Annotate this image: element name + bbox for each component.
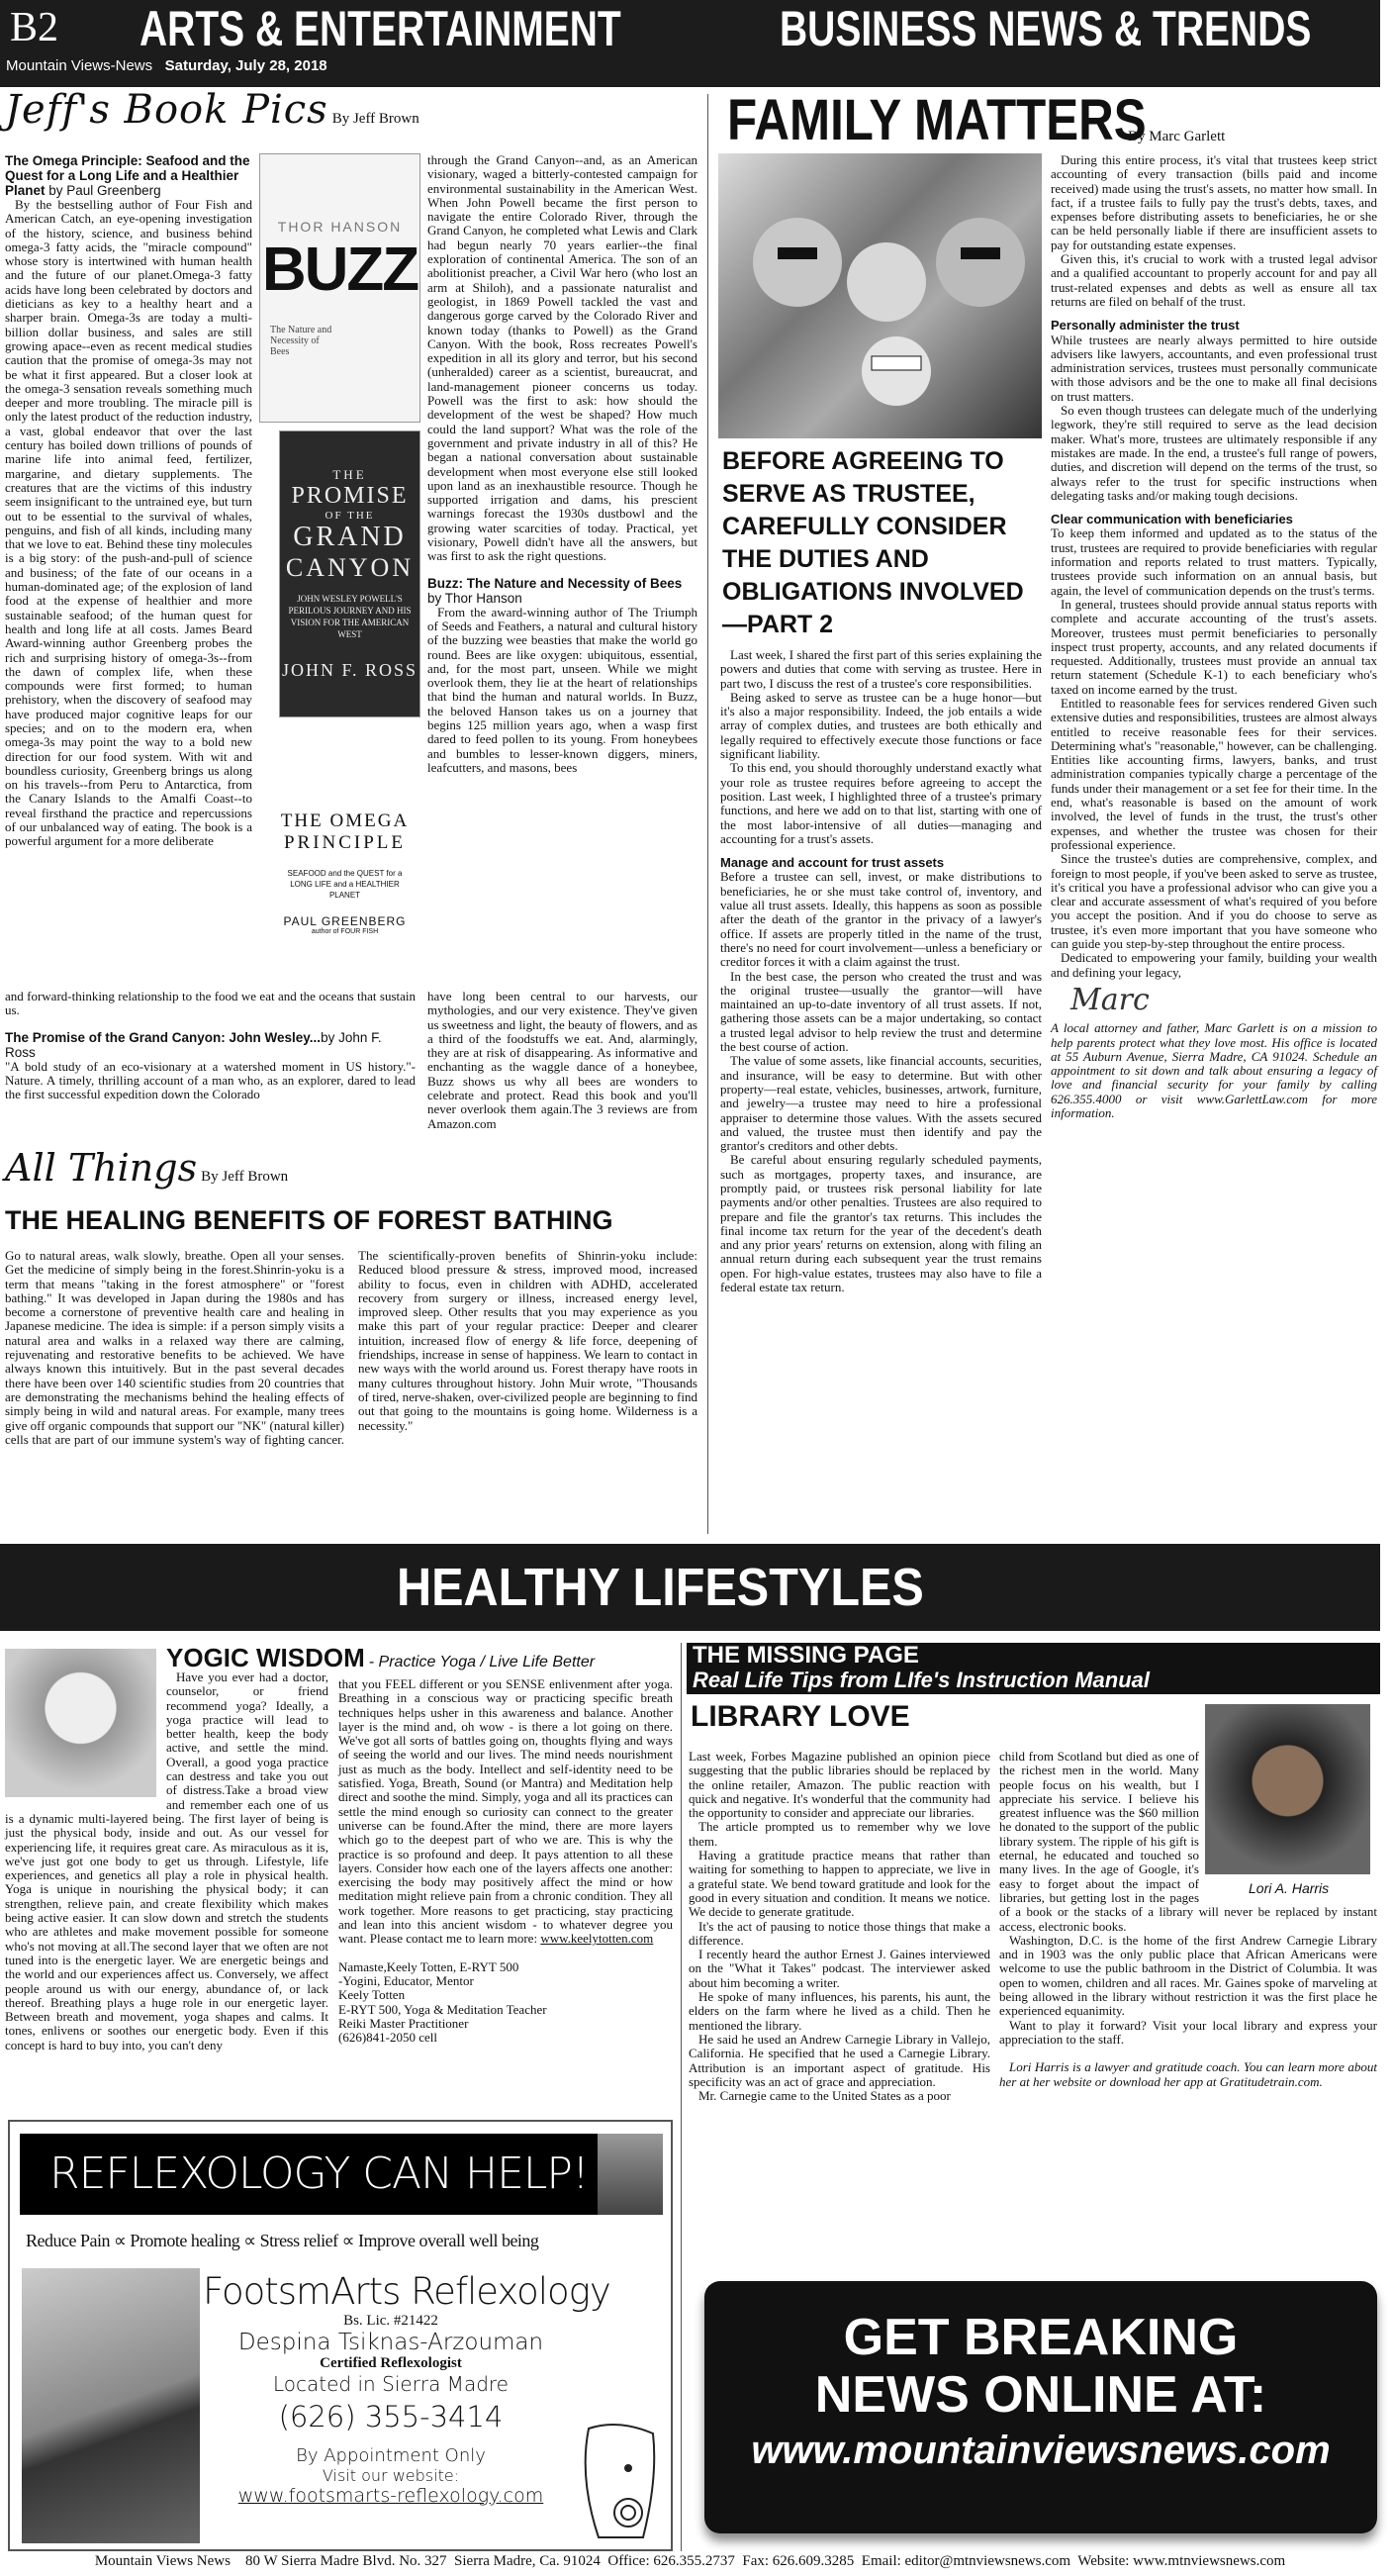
column-kicker: THE MISSING PAGE [693,1642,919,1669]
column-header [687,1643,1380,1694]
page-footer: Mountain Views News 80 W Sierra Madre Blvd. No. 327 Sierra Madre, Ca. 91024 Office: 626.355.2737 Fax: 626.609.3285 Email: editor@mtnviewsnews.com Website: www.mtnviewsnews.com [94,2553,1286,2569]
paragraph: So even though trustees can delegate much of the underlying legwork, they're still required to serve as the lead decision maker. What's more, trustees are ultimately responsible if any mistakes are made. In the end, a trustee's full range of powers, duties, and discretion will depend on the terms of the trust, so always refer to the trust for specific instructions when delegating tasks and/or making tough decisions. [1051,403,1377,503]
author-bio: A local attorney and father, Marc Garlett is on a mission to help parents protect what they love most. His office is located at 55 Auburn Avenue, Sierra Madre, CA 91024. Schedule an appointment to sit down and talk about ensuring a legacy of love and financial security for your family by calling 626.355.4000 or visit www.GarlettLaw.com for more information. [1051,1020,1377,1120]
paragraph: Before a trustee can sell, invest, or make distributions to beneficiaries, he or she must take control of, inventory, and value all trust assets. Ideally, this happens as soon as possible after the death of the grantor in the privacy of a lawyer's office. If assets are properly titled in the name of the trust, there's no need for court involvement—unless a beneficiary or creditor forces it with a claim against the trust. [720,869,1042,970]
article-headline: LIBRARY LOVE [691,1700,910,1733]
family-col-2 [1051,153,1377,1120]
paragraph: child from Scotland but died as one of the richest men in the world. Many people focus on his wealth, but I appreciate his service. I believe his greatest influence was the $60 million he donated to the support of the public library system. The ripple of his gift is eternal, he educated and touched so many lives. In the age of Google, it's easy to forget about the impact of libraries, but getting lost in the pages of a book or the stacks of a library will never be replaced by instant access, electronic books. [999,1749,1377,1934]
ad-website-link[interactable]: www.footsmarts-reflexology.com [237,2485,544,2507]
author-bio: Lori Harris is a lawyer and gratitude coach. You can learn more about her at her website or download her app at Gratitudetrain.com. [999,2059,1377,2089]
section-title-left: ARTS & ENTERTAINMENT [139,1,621,56]
book-cover-buzz [259,153,420,423]
paragraph: Being asked to serve as trustee can be a huge honor—but it's also a major responsibility. Indeed, the job entails a wide array of complex duties, and trustees are both ethically and legally required to effectively execute those functions or face significant liability. [720,689,1042,762]
author-photo [5,1649,156,1797]
review-text: have long been central to our harvests, our mythologies, and our very existence. They've given us sweetness and light, the beauty of flowers, and as a third of the foodstuffs we eat. And, alarmingly, they are at risk of disappearing. As informative and enchanting as the waggle dance of a honeybee, Buzz shows us why all bees are wonders to celebrate and protect. Read this book and you'll never overlook them again.The 3 reviews are from Amazon.com [427,989,697,1131]
paragraph: Washington, D.C. is the home of the first Andrew Carnegie Library and in 1903 was the only public place that African Americans were welcome to use the public bathroom in the District of Columbia. It was open to women, children and all races. Mr. Gaines spoke of marveling at being allowed in the library without restriction it was the first place he experienced equanimity. [999,1932,1377,2019]
reflexology-ad[interactable] [8,2120,673,2551]
signature-line: Reiki Master Practitioner [338,2015,469,2031]
signature-line: E-RYT 500, Yoga & Meditation Teacher [338,2001,547,2017]
review-text: through the Grand Canyon--and, as an American visionary, waged a bitterly-contested campaign for environmental sustainability in the American West. When John Powell became the first person to navigate the entire Colorado River, through the Grand Canyon, he completed what Lewis and Clark had begun nearly 70 years earlier--the final exploration of continental America. The son of an abolitionist preacher, a Civil War hero (who lost an arm at Shiloh), and a passionate naturalist and geologist, in 1869 Powell tackled the vast and dangerous gorge carved by the Colorado River and known today (thanks to Powell) as the Grand Canyon. With the book, Ross recreates Powell's expedition in all its glory and terror, but his second (unheralded) career as a scientist, bureaucrat, and land-management pioneer concerns us today. Powell was the first to ask: how should the development of the west be shaped? How much could the land support? What was the role of the government and private industry in all of this? He began a national conversation about sustainable development when most everyone else still looked upon land as an inexhaustible resource. Though he supported irrigation and dams, his prescient warnings forecast the 1930s dustbowl and the growing water scarcities of today. Practical, yet visionary, Powell didn't have all the answers, but was first to ask the right questions. [427,153,697,564]
paragraph: Given this, it's crucial to work with a trusted legal advisor and a qualified accountant to properly account for and pay all trust-related expenses and debts as well as ensure all tax returns are filed on behalf of the trust. [1051,251,1377,309]
foot-massage-photo [598,2134,663,2215]
review-text: "A bold study of an eco-visionary at a watershed moment in US history."-Nature. A timely, thrilling account of a man who, as an explorer, dared to lead the first successful expedition down the Colorado [5,1058,416,1102]
license: Bs. Lic. #21422 [343,2313,438,2329]
paragraph: While trustees are nearly always permitted to hire outside advisers like lawyers, accountants, and even professional trust administration services, trustees must personally communicate with those advisors and be the one to make all final decisions on trust matters. [1051,332,1377,404]
paragraph: During this entire process, it's vital that trustees keep strict accounting of every transaction (bills paid and income received) made using the trust's assets, no matter how small. In fact, if a trustee fails to fully pay the trust's debts, taxes, and expenses before distributing assets to beneficiaries, he or she can be held personally liable if there are insufficient assets to pay for outstanding estate expenses. [1051,152,1377,252]
section-title-right: BUSINESS NEWS & TRENDS [780,1,1312,56]
article-body [5,1249,697,1447]
review-text: From the award-winning author of The Triumph of Seeds and Feathers, a natural and cultural history of the buzzing wee beasties that make the world go round. Bees are like oxygen: ubiquitous, essential, and, for the most part, unseen. While we might overlook them, they lie at the heart of relationships that bind the human and natural worlds. In Buzz, the beloved Hanson takes us on a journey that begins 125 million years ago, when a wasp first dared to feed pollen to its young. From honeybees and bumbles to lesser-known diggers, miners, leafcutters, and masons, bees [427,604,697,775]
ad-benefits: Reduce Pain ∝ Promote healing ∝ Stress relief ∝ Improve overall well being [26,2231,539,2250]
website-link[interactable]: www.keelytotten.com [540,1931,654,1947]
column-tagline: Real Life Tips from LIfe's Instruction Manual [693,1668,1150,1692]
signature-line: Namaste,Keely Totten, E-RYT 500 [338,1958,519,1974]
business-name: FootsmArts Reflexology [203,2270,610,2313]
cover-title-line: OF THE [325,510,375,522]
ad-line: GET BREAKING [843,2309,1239,2366]
paragraph: In the best case, the person who created the trust and was the original trustee—usually the grantor—will have maintained an up-to-date inventory of all trust assets. If not, gathering those assets can be a major undertaking, so contact a trusted legal advisor to help review the trust and determine the best course of action. [720,968,1042,1055]
paragraph: that you FEEL different or you SENSE enlivenment after yoga. Breathing in a conscious way or practicing specific breath techniques helps usher in this awareness and balance. Another layer is the mind and, oh wow - is there a lot going on there. We've got all sorts of battles going on, thoughts flying and ways of seeing the world and our lives. The mind needs nourishment just as much as the body. Intellect and self-identity need to be satisfied. Yoga, Breath, Sound (or Mantra) and Meditation help direct and soothe the mind. Simply, yoga and all its practices can settle the mind enough so curiosity can connect to the greater universe can be found.After the mind, there are more layers which go to the deepest part of who we are. This is why the practice is so profound and deep. It pays attention to all these layers. Consider how each one of the layers affects one another: exercising the body may positively affect the mind or how meditation might relieve pain from a chronic condition. They all work together. More reasons to get practicing, stay practicing and lean into this ancient wisdom - to whatever degree you want. Please contact me to learn more: [338,1676,673,1947]
column-subtitle: - Practice Yoga / Live Life Better [368,1654,596,1670]
paper-name: Mountain Views-News [6,57,153,74]
cover-title-line: CANYON [285,553,415,582]
paragraph: Have you ever had a doctor, counselor, or friend recommend yoga? Ideally, a yoga practice will lead to better health, keep the body active, and settle the mind. Overall, a good yoga practice can destress and take you out of distress.Take a broad view and remember each one of us is a dynamic multi-layered being. The first layer of being is just the physical body, inside and out. As our vessel for experiencing life, it requires great care. As miraculous as it is, we've just got one body to get us through. Lifestyle, life experiences, and genetics all play a role in physical health. Yoga is unique in nourishing the physical body; it can strengthen, relieve pain, and create flexibility which makes being active easier. It can slow down and stretch the students who are athletes and make movement possible for someone who's not moving at all.The second layer that we often are not tuned into is the energetic layer. We are energetic beings and the world and our experiences affect us. Conversely, we affect people around us with our energy, abundance of, or lack thereof. Breathing plays a huge role in our energetic layer. Between breath and movement, yoga shapes and calms. It tones, enlivens or soothes our energetic body. Even if this concept is hard to buy into, you can't deny [5,1670,328,2052]
book-review-col-a [5,153,252,990]
paragraph: Having a gratitude practice means that rather than waiting for something to happen to appreciate, we live in a grateful state. We bend toward gratitude and look for the good in every situation and condition. It means we notice. We decide to generate gratitude. [689,1848,990,1920]
family-photo-illustration [718,153,1042,438]
section-banner [0,1544,1380,1631]
appointment-note: By Appointment Only [296,2445,486,2466]
paragraph: Mr. Carnegie came to the United States as a poor [698,2088,951,2104]
book-title: Buzz: The Nature and Necessity of Bees [427,575,683,591]
review-text: By the bestselling author of Four Fish and American Catch, an eye-opening investigation of the history, science, and business behind omega-3 fatty acids, the "miracle compound" whose story is intertwined with human health and the future of our planet.Omega-3 fatty acids have long been celebrated by doctors and dieticians as key to a healthy heart and a sharper brain. Omega-3s are today a multi-billion dollar business, and sales are still growing apace--even as recent medical studies caution that the promise of omega-3s may not be what it first appeared. But a closer look at the omega-3 sensation reveals something much deeper and more troubling. The miracle pill is only the latest product of the reduction industry, a vast, global endeavor that over the last century has boiled down trillions of pounds of marine life into animal feed, fertilizer, margarine, and dietary supplements. The creatures that are the victims of this industry seem insignificant to the untrained eye, but turn out to be essential to the survival of whales, penguins, and fish of all kinds, including many that we love to eat. Behind these tiny molecules is a big story: of the push-and-pull of science and business; of the fate of our oceans in a human-dominated age; of the explosion of land food at the expense of healthier and more sustainable seafood; of the human quest for health and long life at all costs. James Beard Award-winning author Greenberg probes the rich and surprising history of omega-3s--from the dawn of complex life, when these compounds were first formed; to human prehistory, when the discovery of seafood may have produced major cognitive leaps for our species; and on to the modern era, when omega-3s may point the way to a bold new direction for our food system. With wit and boundless curiosity, Greenberg brings us along on his travels--from Peru to Antarctica, from the Canary Islands to the Amalfi Coast--to reveal firsthand the practice and repercussions of our unbalanced way of eating. The book is a powerful argument for a more deliberate [5,197,252,849]
phone: (626) 355-3414 [278,2400,504,2433]
subheading: Manage and account for trust assets [720,855,945,871]
paragraph: Want to play it forward? Visit your local library and express your appreciation to the staff. [999,2017,1377,2047]
cover-title: BUZZ [261,236,418,304]
breaking-news-ad[interactable] [704,2281,1377,2533]
ad-line: NEWS ONLINE AT: [814,2366,1267,2424]
subheading: Personally administer the trust [1051,318,1240,334]
location: Located in Sierra Madre [273,2372,509,2396]
paragraph: Last week, Forbes Magazine published an opinion piece suggesting that the public libraries should be replaced by the online retailer, Amazon. The public reaction with quick and negative. It's wonderful that the community had the opportunity to consider and appreciate our libraries. [689,1749,990,1821]
article-headline: THE HEALING BENEFITS OF FOREST BATHING [5,1205,613,1235]
page-header [0,0,1380,87]
cover-subtitle: The Nature and Necessity of Bees [270,325,332,357]
book-title: The Promise of the Grand Canyon: John Wesley... [5,1029,322,1045]
byline: By Marc Garlett [1128,129,1226,144]
paragraph: To this end, you should thoroughly understand exactly what your role as trustee requires before agreeing to accept the position. Last week, I highlighted three of a trustee's primary functions, and here we add on to that list, starting with one of the most labor-intensive of all duties—managing and accounting for a trust's assets. [720,760,1042,846]
signature-line: (626)841-2050 cell [338,2030,438,2046]
section-banner-title: HEALTHY LIFESTYLES [397,1558,925,1617]
paragraph: The article prompted us to remember why we love them. [689,1819,990,1849]
cover-title-line: PRINCIPLE [283,831,407,853]
column-title: FAMILY MATTERS [727,88,1147,152]
paragraph: In general, trustees should provide annual status reports with complete and accurate accounting of the trust's assets. Moreover, trustees must permit beneficiaries to personally inspect trust property, accounts, and any related documents if requested. Additionally, trustees must provide an annual tax return statement (Schedule K-1) to each beneficiary who's taxed on income earned by the trust. [1051,596,1377,697]
cover-title-line: THE [332,467,367,482]
signature: Marc [1070,982,1150,1017]
missing-col-1 [689,1750,990,2103]
ad-headline: REFLEXOLOGY CAN HELP! [20,2134,598,2215]
signature-line: -Yogini, Educator, Mentor [338,1972,474,1988]
byline: By Jeff Brown [201,1169,289,1185]
page-number: B2 [10,5,59,50]
cover-title-line: GRAND [293,522,407,552]
article-headline: BEFORE AGREEING TO SERVE AS TRUSTEE, CAREFULLY CONSIDER THE DUTIES AND OBLIGATIONS INVOLVED—PART 2 [722,447,1024,638]
column-title: YOGIC WISDOM [166,1643,365,1672]
paragraph: Last week, I shared the first part of this series explaining the powers and duties that come with serving as trustee. Here in part two, I discuss the rest of a trustee's core responsibilities. [720,647,1042,691]
book-author: by John F. Ross [5,1029,382,1060]
issue-date: Saturday, July 28, 2018 [164,57,327,74]
column-title: Jeff's Book Pics [5,87,328,133]
cover-author: JOHN F. ROSS [281,660,418,680]
person-name: Despina Tsiknas-Arzouman [237,2330,544,2355]
reflexologist-photo [22,2268,200,2543]
paragraph: Be careful about ensuring regularly scheduled payments, such as mortgages, property taxes, and insurance, are promptly paid, or trustees risk personal liability for late payments and/or other penalties. Trustees are also required to prepare and file the grantor's tax returns. This includes the final income tax return for the year of the decedent's death and any prior years' returns on extension, along with filing an annual return during each subsequent year the trust remains open. For high-value estates, trustees may also have to file a federal estate tax return. [720,1152,1042,1295]
byline: By Jeff Brown [331,111,419,127]
cover-subtitle: SEAFOOD and the QUEST for a LONG LIFE and a HEALTHIER PLANET [287,868,403,900]
paragraph: To keep them informed and updated as to the status of the trust, trustees are required to provide beneficiaries with regular information and reports related to trust matters. Typically, trustees provide such information on an annual basis, but again, the level of communication depends on the trust's terms. [1051,525,1377,598]
paragraph: Dedicated to empowering your family, building your wealth and defining your legacy, [1051,950,1377,980]
photo-caption: Lori A. Harris [1249,1880,1330,1896]
family-photo [718,153,1042,438]
column-divider [681,1643,682,2551]
cover-note: author of FOUR FISH [311,927,379,935]
book-review-col-b [427,153,697,990]
book-cover-grand-canyon [279,430,420,717]
paragraph: Entitled to reasonable fees for services rendered Given such extensive duties and responsibilities, trustees are almost always entitled to receive reasonable fees for their services. Determining what's "reasonable," however, can be challenging. Entities like accounting firms, lawyers, banks, and trust administration companies typically charge a percentage of the funds under their management or a set fee for their time. In the end, what's reasonable is based on the amount of work involved, the level of funds in the trust, the trust's other expenses, and whether the trustee was chosen for their professional experience. [1051,695,1377,852]
paragraph: I recently heard the author Ernest J. Gaines interviewed on the "What it Takes" podcast. The interviewer asked about him becoming a writer. [689,1947,990,1990]
signature-line: Keely Totten [338,1987,406,2003]
foot-chart-icon [574,2419,663,2542]
paragraph: He said he used an Andrew Carnegie Library in Vallejo, California. He specified that he used a Carnegie Library. Attribution is an important aspect of gratitude. His specificity was an act of grace and appreciation. [689,2031,990,2089]
family-col-1 [720,648,1042,1294]
review-text: and forward-thinking relationship to the food we eat and the oceans that sustain us. [5,989,416,1018]
paragraph: Since the trustee's duties are comprehensive, complex, and foreign to most people, if you've been asked to serve as trustee, it's critical you have a professional advisor who can give you a clear and accurate assessment of what's required of you before you accept the position. And if you do choose to serve as trustee, it's even more important that you have someone who can guide you step-by-step throughout the entire process. [1051,851,1377,952]
column-title: All Things [5,1146,198,1190]
book-author: by Thor Hanson [427,590,522,606]
book-title: The Omega Principle: Seafood and the Quest for a Long Life and a Healthier Planet [5,153,250,198]
visit-label: Visit our website: [322,2466,460,2485]
cover-title-line: PROMISE [291,483,409,509]
website-link[interactable]: www.mountainviewsnews.com [751,2429,1331,2472]
cover-author: THOR HANSON [277,219,403,235]
certification: Certified Reflexologist [320,2355,462,2371]
column-divider [707,94,708,1534]
subheading: Clear communication with beneficiaries [1051,512,1293,527]
cover-subtitle: JOHN WESLEY POWELL'S PERILOUS JOURNEY AND HIS VISION FOR THE AMERICAN WEST [288,594,412,639]
cover-title-line: THE OMEGA [280,810,410,831]
book-review-col-c [5,990,416,1101]
photo-spacer [1199,1750,1377,1900]
book-cover-omega [269,759,420,986]
yogic-col-2 [338,1677,673,2045]
book-author: by Paul Greenberg [48,183,161,198]
missing-col-2 [999,1750,1377,2089]
book-review-col-d [427,990,697,1131]
paragraph: He spoke of many influences, his parents, his aunt, the elders on the farm where he lived as a child. Then he mentioned the library. [689,1989,990,2033]
cover-author: PAUL GREENBERG [283,913,407,928]
paragraph: It's the act of pausing to notice those things that make a difference. [689,1918,990,1948]
article-text: Go to natural areas, walk slowly, breathe. Open all your senses. Get the medicine of simply being in the forest.Shinrin-yoku is a term that means "taking in the forest atmosphere" or "forest bathing." It was developed in Japan during the 1980s and has become a cornerstone of preventive health care and healing in Japanese medicine. The idea is simple: if a person simply visits a natural area and walks in a relaxed way there are calming, rejuvenating and restorative benefits to be achieved. We have always known this intuitively. But in the past several decades there have been over 140 scientific studies from 20 countries that are demonstrating the mechanisms behind the healing effects of simply being in wild and natural areas. For example, many trees give off organic compounds that support our "NK" (natural killer) cells that are part of our immune system's way of fighting cancer. The scientifically-proven benefits of Shinrin-yoku include: Reduced blood pressure & stress, improved mood, increased ability to focus, even in children with ADHD, accelerated recovery from surgery or illness, increased energy level, improved sleep. Other results that you may experience as you make this part of your regular practice: Deeper and clearer intuition, increased flow of energy & life force, deepening of friendships, increase in sense of happiness. We learn to contact in new ways with the world around us. Forest therapy have roots in many cultures throughout history. John Muir wrote, "Thousands of tired, nerve-shaken, over-civilized people are beginning to find out that going to the mountains is going home. Wilderness is a necessity." [5,1248,697,1447]
paragraph: The value of some assets, like financial accounts, securities, and insurance, will be easy to determine. But with other property—real estate, vehicles, businesses, artwork, furniture, and jewelry—a trustee may need to hire a professional appraiser to determine those values. With the assets secured and valued, the trustee must then identify and pay the grantor's creditors and other debts. [720,1053,1042,1154]
yogic-col-1 [5,1649,328,2052]
